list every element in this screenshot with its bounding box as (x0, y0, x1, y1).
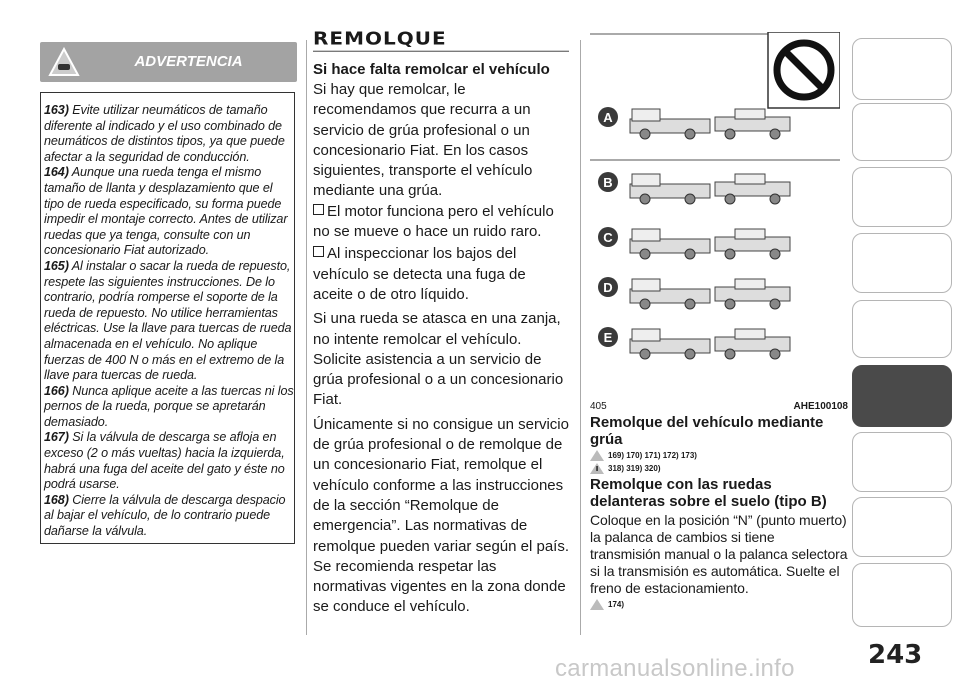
checkbox-bullet-icon (313, 246, 324, 257)
scenario-label: B (603, 175, 613, 190)
towing-figure (590, 32, 840, 397)
column-divider (306, 40, 307, 635)
paragraph: Si una rueda se atasca en una zanja, no intente remolcar el vehículo. Solicite asistencia a un servicio de grúa profesional o a un concesionario Fiat. (313, 310, 564, 409)
crane-towing-section (590, 401, 848, 612)
towing-section (313, 26, 569, 618)
watermark: carmanualsonline.info (555, 655, 795, 682)
warning-item (44, 103, 294, 165)
item-number: 168) (44, 492, 69, 507)
bullet-item: Al inspeccionar los bajos del vehículo se detecta una fuga de aceite o de otro líquido. (313, 245, 526, 303)
chapter-tab-starting-driving[interactable] (852, 300, 952, 358)
paragraph: Únicamente si no consigue un servicio de grúa profesional o de remolque de un concesionario Fiat, remolque el vehículo conforme a las instrucciones de la sección “Remolque de emergencia”. Las normativas de remolque pueden variar según el país. Se recomienda respetar las normativas vigentes en la zona donde se conduce el vehículo. (313, 415, 569, 616)
chapter-tab-safety[interactable] (852, 233, 952, 293)
warning-car-icon (590, 450, 604, 461)
caution-refs (590, 463, 848, 474)
warning-item (44, 259, 294, 384)
warning-car-icon (590, 599, 604, 610)
towing-illustration (590, 32, 840, 397)
figure-caption: 405 AHE100108 (590, 401, 848, 412)
chapter-tab-index[interactable] (852, 563, 952, 627)
section-title: REMOLQUE (313, 27, 569, 51)
chapter-tab-technical-data[interactable] (852, 497, 952, 557)
item-number: 167) (44, 430, 69, 445)
warning-item (44, 493, 294, 540)
paragraph: Si hay que remolcar, le recomendamos que recurra a un servicio de grúa profesional o un concesionario Fiat. En los casos siguientes, transporte el vehículo mediante una grúa. (313, 81, 533, 200)
page-number: 243 (868, 640, 923, 670)
paragraph: Coloque en la posición “N” (punto muerto) la palanca de cambios si tiene transmisión manual o la palanca selectora si la transmisión es automática. Suelte el freno de estacionamiento. (590, 512, 848, 596)
checkbox-bullet-icon (313, 204, 324, 215)
heading: Remolque con las ruedas delanteras sobre el suelo (tipo B) (590, 476, 827, 510)
chapter-tab-vehicle-info[interactable] (852, 103, 952, 161)
item-text: Cierre la válvula de descarga despacio al bajar el vehículo, de lo contrario puede dañarse la válvula. (44, 492, 286, 539)
warning-item (44, 165, 294, 259)
tow-scenario-E (598, 327, 790, 359)
tow-scenario-A (598, 107, 790, 139)
item-text: Nunca aplique aceite a las tuercas ni los pernos de la rueda, porque se apretarán demasiado. (44, 383, 294, 429)
item-number: 163) (44, 103, 69, 117)
item-number: 164) (44, 165, 69, 180)
scenario-label: D (603, 280, 613, 295)
item-number: 166) (44, 383, 69, 398)
item-text: Al instalar o sacar la rueda de repuesto, respete las siguientes instrucciones. De lo contrario, podría romperse el soporte de la rueda de repuesto. No utilice herramientas eléctricas. Use la llave para tuercas de rueda almacenada en el vehículo. No aplique fuerzas de 400 N o más en el extremo de la llave para tuercas de rueda. (44, 258, 292, 383)
chapter-tab-vehicle-knowledge[interactable] (852, 38, 952, 100)
chapter-tab-emergency[interactable] (852, 365, 952, 427)
warning-item (44, 430, 294, 492)
tow-scenario-D (598, 277, 790, 309)
item-text: Si la válvula de descarga se afloja en exceso (2 o más vueltas) hacia la izquierda, habrá una fuga del aceite del gato y éste no podrá usarse. (44, 430, 285, 492)
tow-scenario-C (598, 227, 790, 259)
item-text: Aunque una rueda tenga el mismo tamaño de llanta y desplazamiento que el tipo de rueda especificado, su forma puede impedir el montaje correcto. Antes de utilizar ruedas que ya tenga, consulte con un concesionario Fiat autorizado. (44, 165, 288, 258)
section-subtitle: Si hace falta remolcar el vehículo (313, 61, 550, 78)
column-divider (580, 40, 581, 635)
scenario-label: C (603, 230, 613, 245)
warning-refs (590, 599, 848, 610)
ref-links[interactable]: 169) 170) 171) 172) 173) (608, 451, 697, 460)
bullet-item: El motor funciona pero el vehículo no se mueve o hace un ruido raro. (313, 202, 554, 241)
warning-title: ADVERTENCIA (134, 53, 243, 70)
ref-links[interactable]: 174) (608, 600, 625, 609)
warning-refs (590, 450, 848, 461)
chapter-tab-maintenance[interactable] (852, 432, 952, 492)
ref-links[interactable]: 318) 319) 320) (608, 464, 661, 473)
warning-header (40, 42, 297, 82)
warning-box (40, 92, 295, 544)
scenario-label: E (603, 330, 613, 345)
item-number: 165) (44, 258, 69, 273)
caution-icon (590, 463, 604, 474)
scenario-label: A (603, 110, 613, 125)
chapter-tab-lights-messages[interactable] (852, 167, 952, 227)
warning-item (44, 384, 294, 431)
tow-scenario-B (598, 172, 790, 204)
heading: Remolque del vehículo mediante grúa (590, 414, 824, 448)
item-text: Evite utilizar neumáticos de tamaño diferente al indicado y el uso combinado de neumáticos de distintos tipos, ya que puede afectar a la seguridad de conducción. (44, 103, 285, 164)
